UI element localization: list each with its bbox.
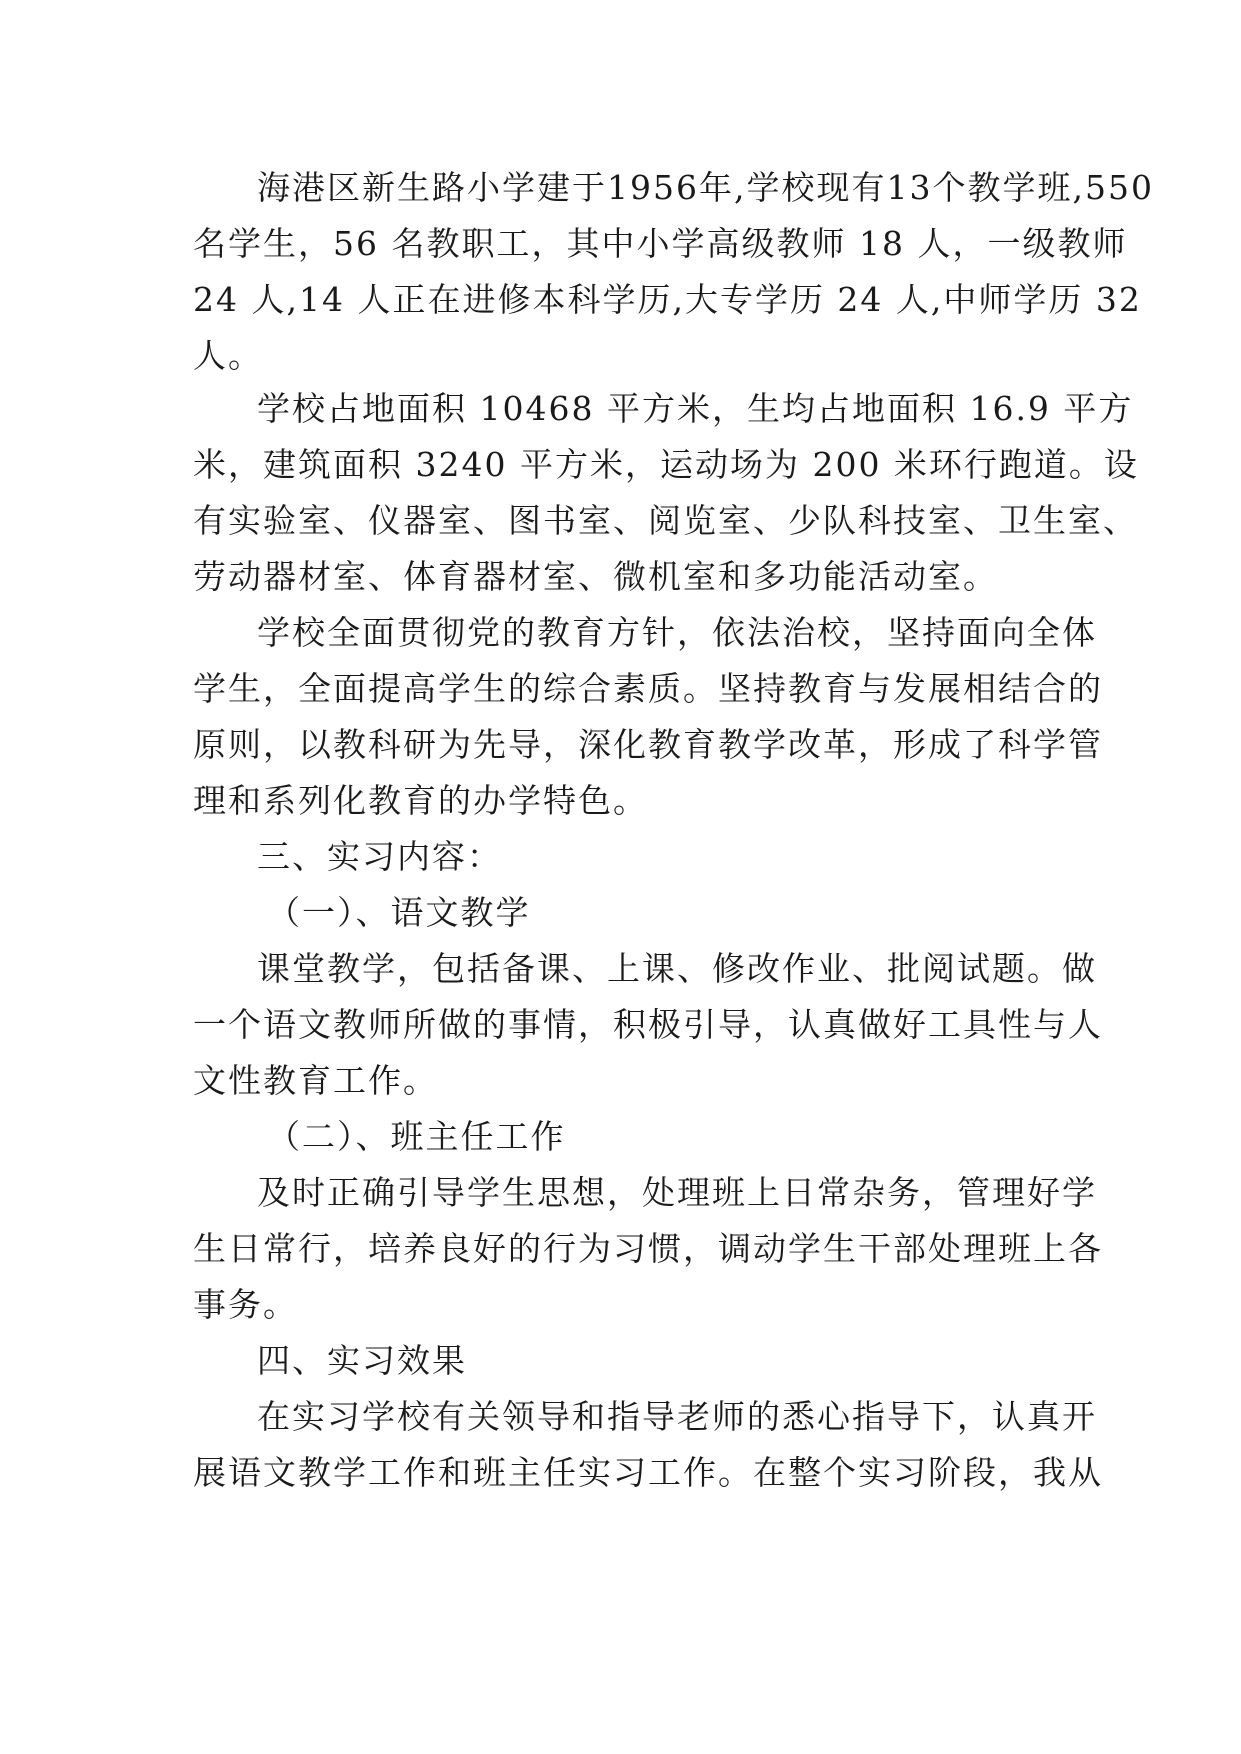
- text-line: 一个语文教师所做的事情，积极引导，认真做好工具性与人: [193, 1005, 1103, 1044]
- text-line: 文性教育工作。: [193, 1061, 438, 1100]
- text-line: 学校全面贯彻党的教育方针，依法治校，坚持面向全体: [257, 613, 1097, 652]
- text-line: 人。: [193, 336, 263, 375]
- text-line: 有实验室、仪器室、图书室、阅览室、少队科技室、卫生室、: [193, 501, 1138, 540]
- section-heading: 四、实习效果: [257, 1341, 467, 1380]
- text-line: 学生，全面提高学生的综合素质。坚持教育与发展相结合的: [193, 669, 1103, 708]
- text-line: 生日常行，培养良好的行为习惯，调动学生干部处理班上各: [193, 1229, 1103, 1268]
- text-line: 学校占地面积 10468 平方米，生均占地面积 16.9 平方: [257, 389, 1134, 428]
- text-line: 海港区新生路小学建于1956年,学校现有13个教学班,550: [257, 168, 1154, 207]
- text-line: 名学生，56 名教职工，其中小学高级教师 18 人，一级教师: [193, 224, 1128, 263]
- text-line: 在实习学校有关领导和指导老师的悉心指导下，认真开: [257, 1397, 1097, 1436]
- text-line: 劳动器材室、体育器材室、微机室和多功能活动室。: [193, 557, 998, 596]
- text-line: 米，建筑面积 3240 平方米，运动场为 200 米环行跑道。设: [193, 445, 1139, 484]
- subsection-heading: （一）、语文教学: [267, 893, 531, 932]
- text-line: 理和系列化教育的办学特色。: [193, 781, 648, 820]
- text-line: 及时正确引导学生思想，处理班上日常杂务，管理好学: [257, 1173, 1097, 1212]
- subsection-heading: （二）、班主任工作: [267, 1117, 566, 1156]
- text-line: 24 人,14 人正在进修本科学历,大专学历 24 人,中师学历 32: [193, 280, 1142, 319]
- section-heading: 三、实习内容：: [257, 837, 502, 876]
- text-line: 展语文教学工作和班主任实习工作。在整个实习阶段，我从: [193, 1453, 1103, 1492]
- text-line: 事务。: [193, 1285, 298, 1324]
- text-line: 原则，以教科研为先导，深化教育教学改革，形成了科学管: [193, 725, 1103, 764]
- text-line: 课堂教学，包括备课、上课、修改作业、批阅试题。做: [257, 949, 1097, 988]
